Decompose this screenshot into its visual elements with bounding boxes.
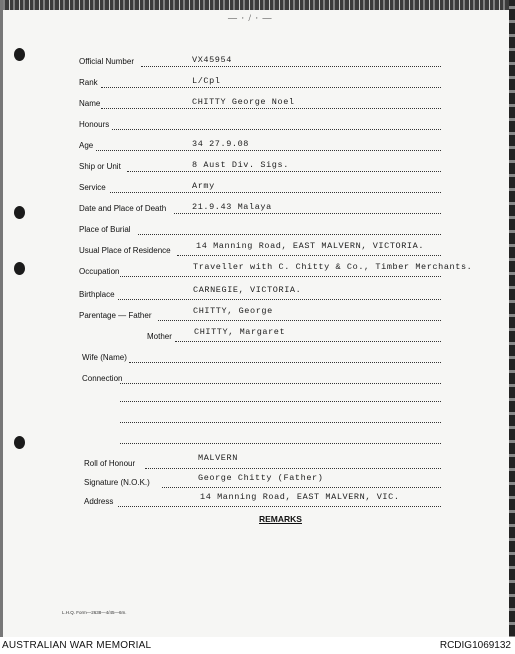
value-birthplace: CARNEGIE, VICTORIA.: [193, 285, 302, 295]
dotted-line: [175, 340, 441, 342]
label-address: Address: [84, 497, 114, 506]
label-occupation: Occupation: [79, 267, 120, 276]
dotted-line: [101, 86, 441, 88]
dotted-line: [141, 65, 441, 67]
label-roll-of-honour: Roll of Honour: [84, 459, 136, 468]
value-mother: CHITTY, Margaret: [194, 327, 286, 337]
scan-edge-left: [0, 0, 3, 637]
footer-institution: AUSTRALIAN WAR MEMORIAL: [2, 640, 152, 651]
value-signature: George Chitty (Father): [198, 473, 324, 483]
dotted-line: [174, 212, 441, 214]
label-ship-or-unit: Ship or Unit: [79, 162, 121, 171]
dotted-line: [120, 382, 441, 384]
value-occupation: Traveller with C. Chitty & Co., Timber Merchants.: [193, 262, 473, 272]
form-reference: L.H.Q. Form—2638—4/45—6m.: [62, 610, 127, 615]
label-official-number: Official Number: [79, 57, 134, 66]
label-father: Parentage — Father: [79, 311, 152, 320]
value-service: Army: [192, 181, 215, 191]
dotted-line: [101, 107, 441, 109]
label-date-place-of-death: Date and Place of Death: [79, 204, 167, 213]
scan-edge-top: [0, 0, 515, 10]
value-date-place-of-death: 21.9.43 Malaya: [192, 202, 272, 212]
dotted-line: [138, 233, 441, 235]
label-signature: Signature (N.O.K.): [84, 478, 150, 487]
label-name: Name: [79, 99, 101, 108]
value-rank: L/Cpl: [192, 76, 221, 86]
value-usual-residence: 14 Manning Road, EAST MALVERN, VICTORIA.: [196, 241, 425, 251]
label-mother: Mother: [147, 332, 172, 341]
value-ship-or-unit: 8 Aust Div. Sigs.: [192, 160, 289, 170]
footer-record-id: RCDIG1069132: [439, 640, 511, 651]
label-place-of-burial: Place of Burial: [79, 225, 131, 234]
value-father: CHITTY, George: [193, 306, 273, 316]
dotted-line: [120, 275, 441, 277]
archive-footer: [0, 637, 515, 654]
scan-edge-right: [509, 0, 515, 637]
value-age: 34 27.9.08: [192, 139, 250, 149]
label-honours: Honours: [79, 120, 110, 129]
value-official-number: VX45954: [192, 55, 232, 65]
punch-hole-icon: [14, 436, 25, 449]
dotted-line: [127, 170, 441, 172]
dotted-line: [120, 421, 441, 423]
header-mark: — · / · —: [228, 13, 273, 23]
punch-hole-icon: [14, 206, 25, 219]
punch-hole-icon: [14, 262, 25, 275]
label-connection: Connection: [82, 374, 123, 383]
label-service: Service: [79, 183, 106, 192]
label-usual-residence: Usual Place of Residence: [79, 246, 171, 255]
label-birthplace: Birthplace: [79, 290, 115, 299]
value-name: CHITTY George Noel: [192, 97, 295, 107]
dotted-line: [158, 319, 441, 321]
dotted-line: [120, 400, 441, 402]
dotted-line: [129, 361, 441, 363]
label-wife: Wife (Name): [82, 353, 127, 362]
remarks-heading: REMARKS: [259, 514, 302, 524]
value-roll-of-honour: MALVERN: [198, 453, 238, 463]
dotted-line: [120, 442, 441, 444]
dotted-line: [112, 128, 441, 130]
punch-hole-icon: [14, 48, 25, 61]
dotted-line: [118, 298, 441, 300]
value-address: 14 Manning Road, EAST MALVERN, VIC.: [200, 492, 400, 502]
dotted-line: [145, 467, 441, 469]
dotted-line: [118, 505, 441, 507]
label-rank: Rank: [79, 78, 98, 87]
dotted-line: [177, 254, 441, 256]
label-age: Age: [79, 141, 94, 150]
dotted-line: [162, 486, 441, 488]
dotted-line: [96, 149, 441, 151]
dotted-line: [110, 191, 441, 193]
